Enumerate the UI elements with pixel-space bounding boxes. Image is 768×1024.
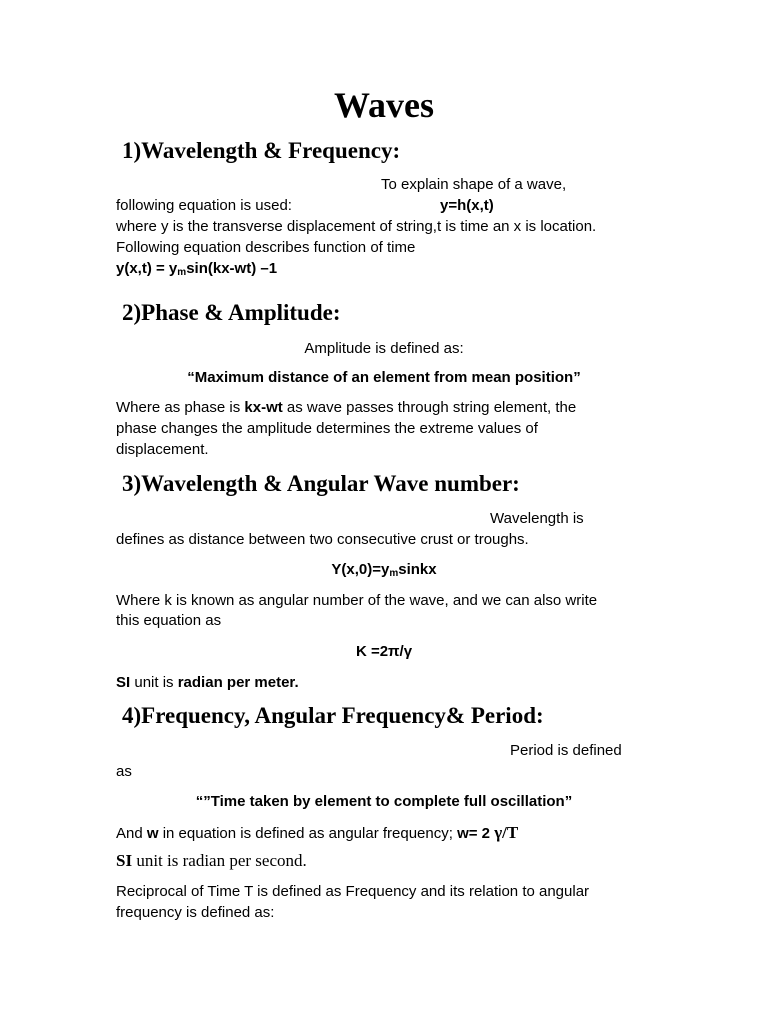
s3-wl-b: defines as distance between two consecutive crust or troughs. [116,531,529,548]
s1-line2: where y is the transverse displacement of string,t is time an x is location. [116,218,597,235]
s1-eq1: y=h(x,t) [440,197,494,214]
page-title: Waves [333,85,434,125]
heading-frequency-period: 4)Frequency, Angular Frequency& Period: [122,703,544,728]
s4-r2: frequency is defined as: [116,904,275,921]
s2-amp-def: “Maximum distance of an element from mean position” [187,369,581,386]
s3-eq: $Y(x,0)=y_msinkx$ [331,561,437,579]
heading-wavelength-frequency: 1)Wavelength & Frequency: [122,138,401,163]
s2-amp-intro: Amplitude is defined as: [304,340,464,357]
heading-wavelength-angular: 3)Wavelength & Angular Wave number: [122,471,520,496]
s1-intro-b: following equation is used: [116,197,292,214]
s4-period-a: Period is defined [510,742,622,759]
s1-eq2: $y(x,t) = y_m\sin(kx-wt)$ –1 [116,260,278,278]
s2-p3: displacement. [116,441,209,458]
s4-r1: Reciprocal of Time T is defined as Frequency and its relation to angular [116,883,590,900]
s3-k1: Where k is known as angular number of the wave, and we can also write [116,592,598,609]
s1-line3: Following equation describes function of time [116,239,416,256]
s3-k2: this equation as [116,612,222,629]
s4-period-b: as [116,763,132,780]
s4-angular-freq: And w in equation is defined as angular frequency; w= 2 γ/T [116,823,519,842]
s3-si: SI unit is radian per meter. [116,674,299,691]
heading-phase-amplitude: 2)Phase & Amplitude: [122,300,341,325]
s3-k-eq: K =2π/γ [355,643,413,660]
s4-si: SI unit is radian per second. [116,851,307,870]
s3-wl-a: Wavelength is [490,510,584,527]
s4-period-def: “”Time taken by element to complete full oscillation” [195,793,573,810]
s2-p2: phase changes the amplitude determines the extreme values of [116,420,538,437]
s2-p1: Where as phase is kx-wt as wave passes through string element, the [116,399,577,416]
s1-intro-a: To explain shape of a wave, [381,176,567,193]
